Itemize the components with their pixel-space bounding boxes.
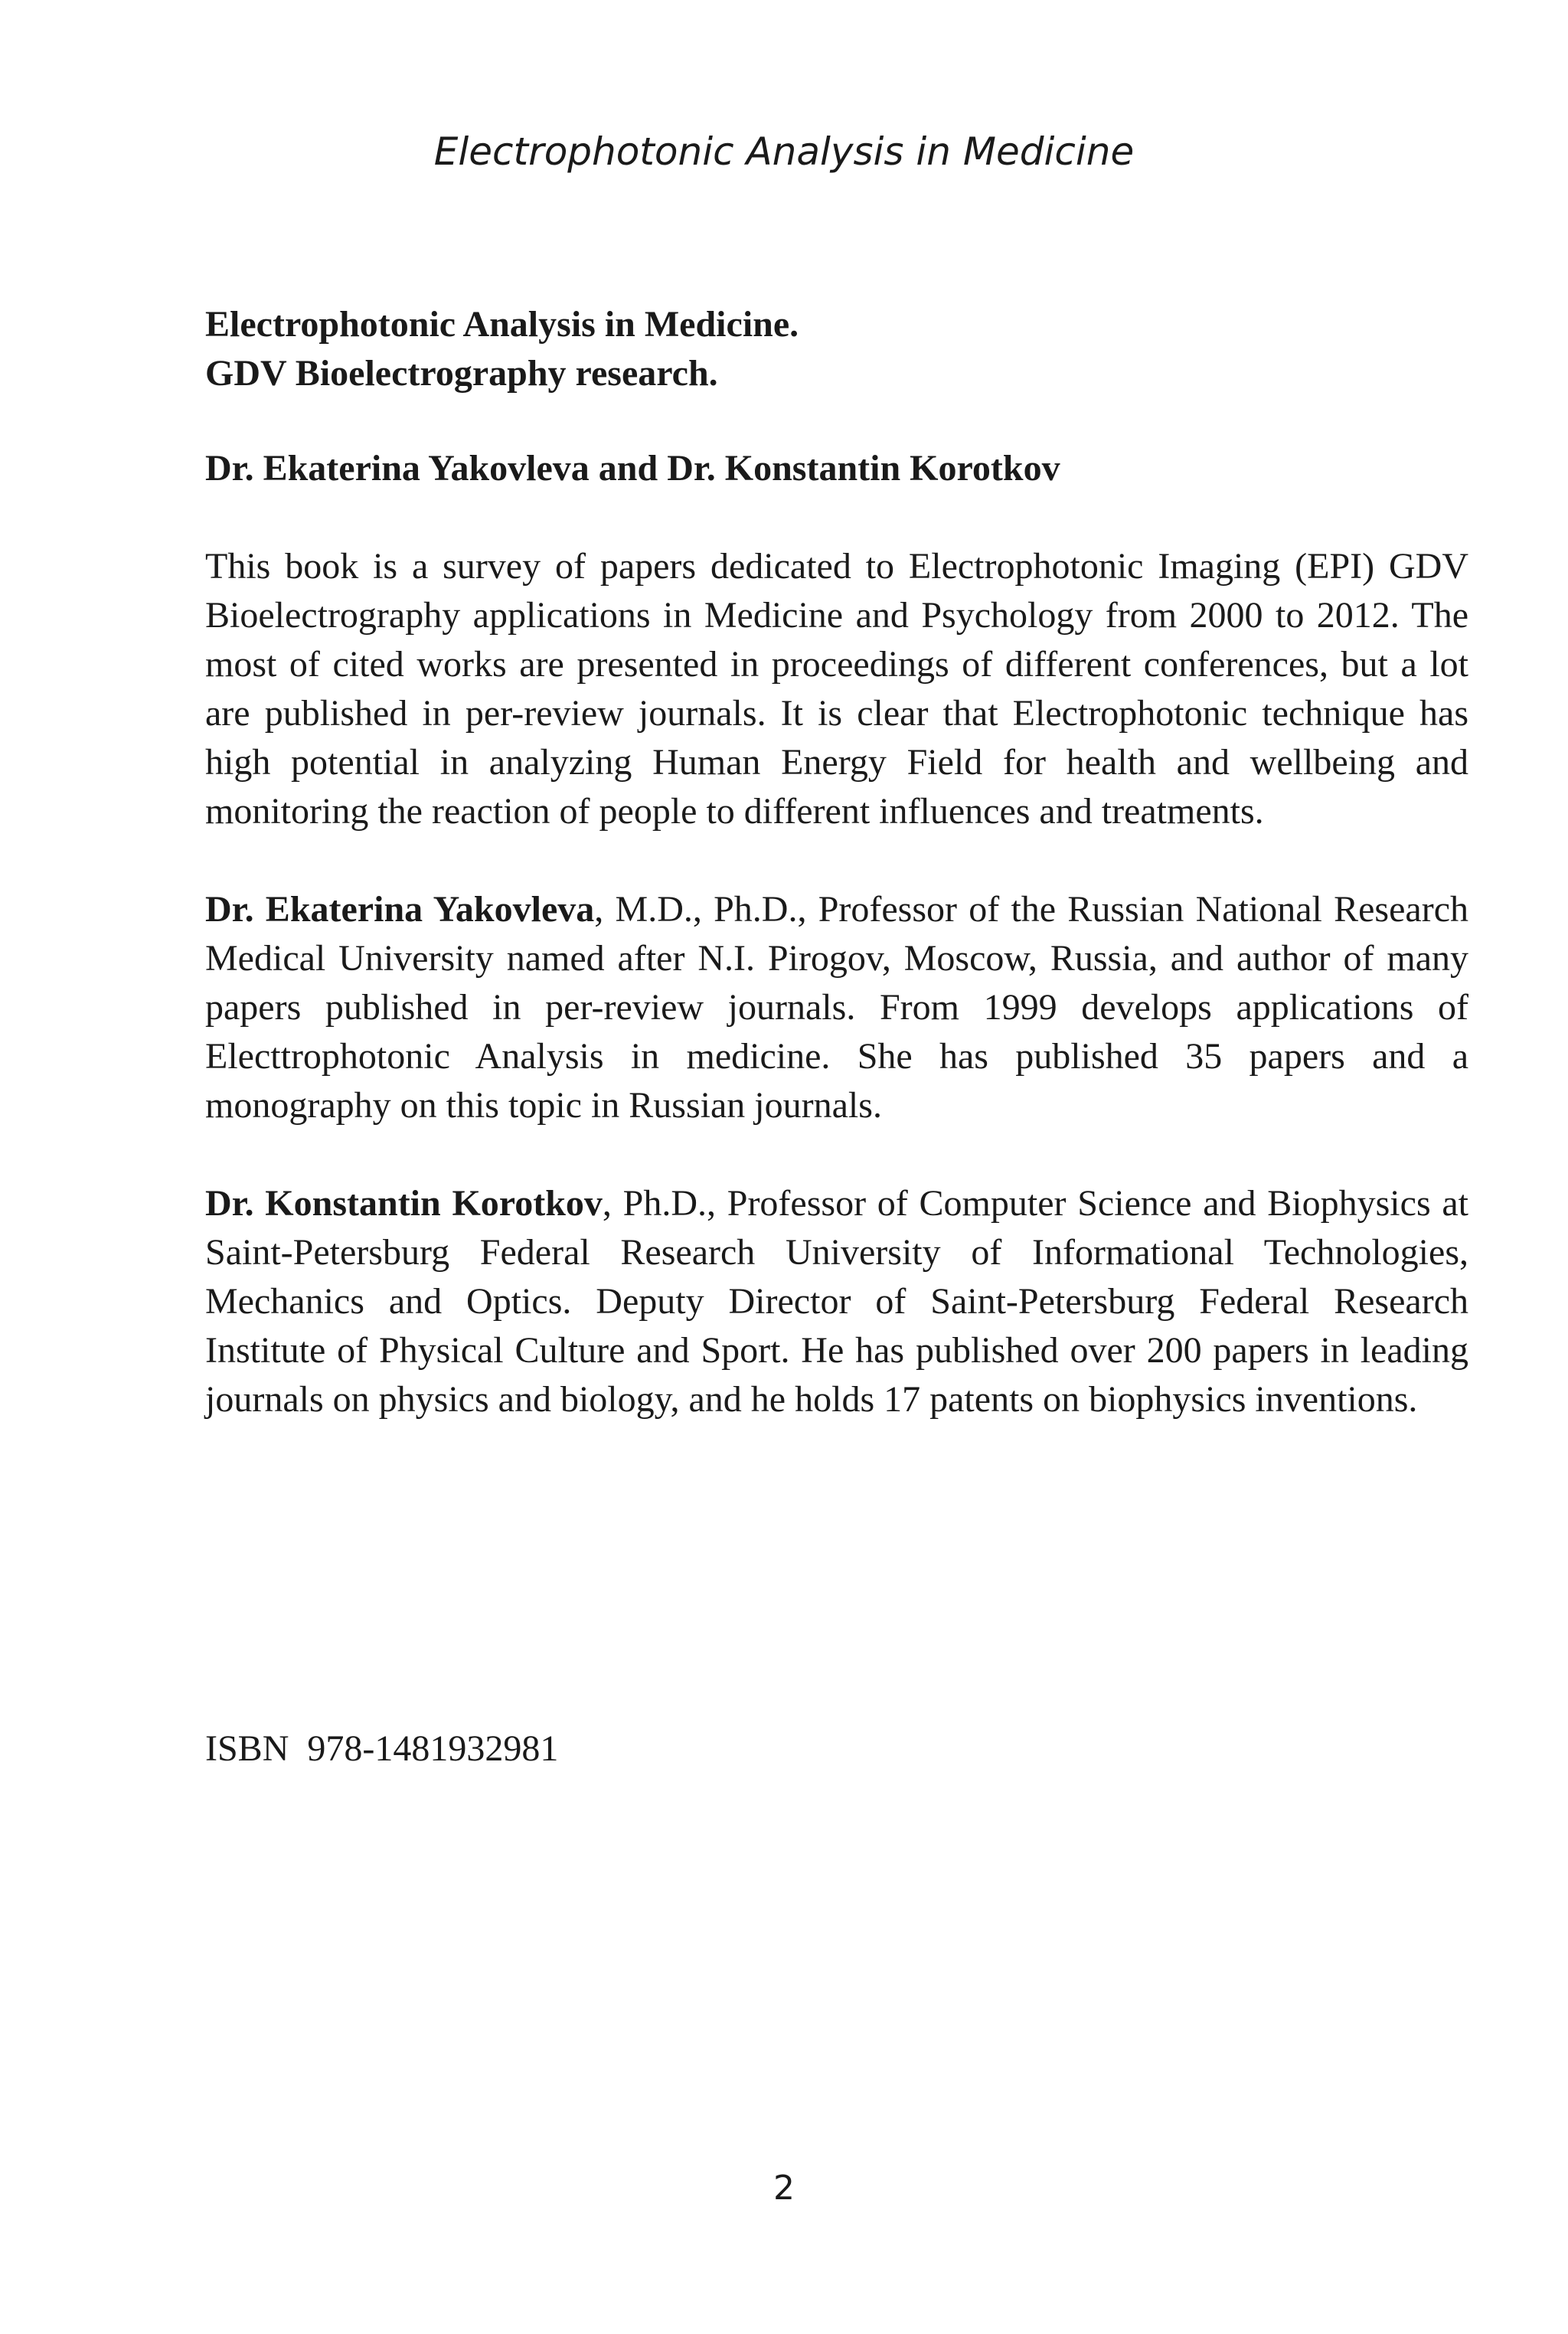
bio-yakovleva-text: , M.D., Ph.D., Professor of the Russian National Research Medical University named after N.I. Pirogov, Moscow, Russia, and author of many papers published in per-review journals. From 1999 develops applications of Electtrophotonic Analysis in medicine. She has published 35 papers and a monography on this topic in Russian journals. xyxy=(205,889,1469,1126)
page-number: 2 xyxy=(773,2169,795,2208)
abstract-paragraph: This book is a survey of papers dedicated to Electrophotonic Imaging (EPI) GDV Bioelectrography applications in Medicine and Psychology from 2000 to 2012. The most of cited works are presented in proceedings of different conferences, but a lot are published in per-review journals. It is clear that Electrophotonic technique has high potential in analyzing Human Energy Field for health and wellbeing and monitoring the reaction of people to different influences and treatments. xyxy=(205,546,1468,832)
book-title xyxy=(205,300,1468,398)
isbn: ISBN 978-1481932981 xyxy=(205,1728,559,1769)
bio-yakovleva-name: Dr. Ekaterina Yakovleva xyxy=(205,889,595,930)
running-header: Electrophotonic Analysis in Medicine xyxy=(433,129,1135,174)
main-content xyxy=(205,300,1468,1424)
bio-korotkov-text: , Ph.D., Professor of Computer Science and Biophysics at Saint-Petersburg Federal Research University of Informational Technologies, Mechanics and Optics. Deputy Director of Saint-Petersburg Federal Research Institute of Physical Culture and Sport. He has published over 200 papers in leading journals on physics and biology, and he holds 17 patents on biophysics inventions. xyxy=(205,1183,1468,1420)
book-title-line-1: Electrophotonic Analysis in Medicine. xyxy=(205,304,799,345)
authors-line: Dr. Ekaterina Yakovleva and Dr. Konstantin Korotkov xyxy=(205,448,1060,489)
bio-korotkov xyxy=(205,1179,1468,1424)
bio-yakovleva xyxy=(205,885,1468,1130)
bio-korotkov-name: Dr. Konstantin Korotkov xyxy=(205,1183,603,1224)
book-title-line-2: GDV Bioelectrography research. xyxy=(205,353,718,394)
